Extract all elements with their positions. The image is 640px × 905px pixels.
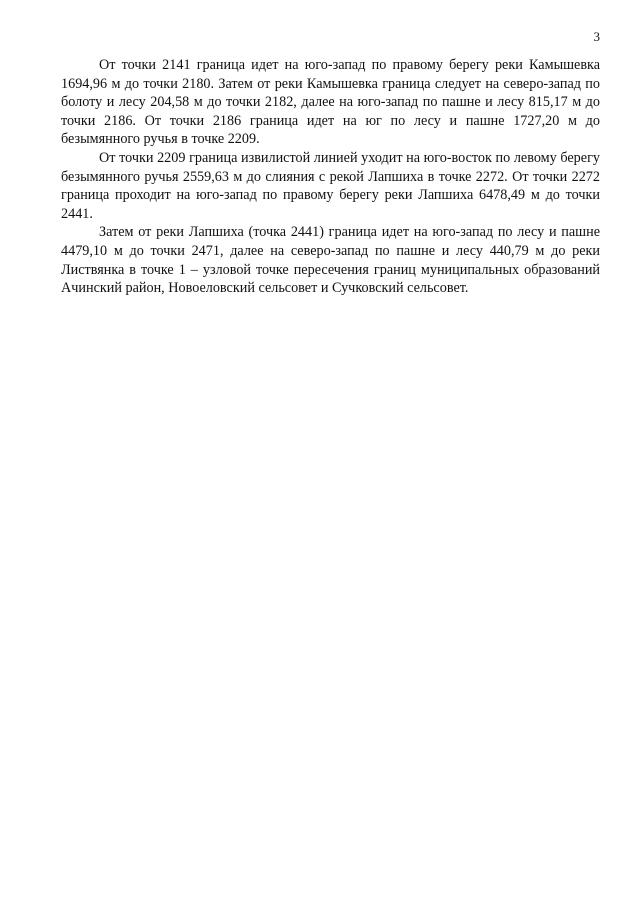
document-body	[61, 56, 600, 298]
page-number: 3	[593, 29, 600, 44]
paragraph-3: Затем от реки Лапшиха (точка 2441) граница идет на юго-запад по лесу и пашне 4479,10 м до точки 2471, далее на северо-запад по пашне и лесу 440,79 м до реки Листвянка в точке 1 – узловой точке пересечения границ муниципальных образований Ачинский район, Новоеловский сельсовет и Сучковский сельсовет.	[61, 224, 600, 297]
paragraph-1: От точки 2141 граница идет на юго-запад по правому берегу реки Камышевка 1694,96 м до точки 2180. Затем от реки Камышевка граница следует на северо-запад по болоту и лесу 204,58 м до точки 2182, далее на юго-запад по пашне и лесу 815,17 м до точки 2186. От точки 2186 граница идет на юг по лесу и пашне 1727,20 м до безымянного ручья в точке 2209.	[61, 57, 600, 148]
paragraph-2: От точки 2209 граница извилистой линией уходит на юго-восток по левому берегу безымянного ручья 2559,63 м до слияния с рекой Лапшиха в точке 2272. От точки 2272 граница проходит на юго-запад по правому берегу реки Лапшиха 6478,49 м до точки 2441.	[61, 149, 600, 222]
